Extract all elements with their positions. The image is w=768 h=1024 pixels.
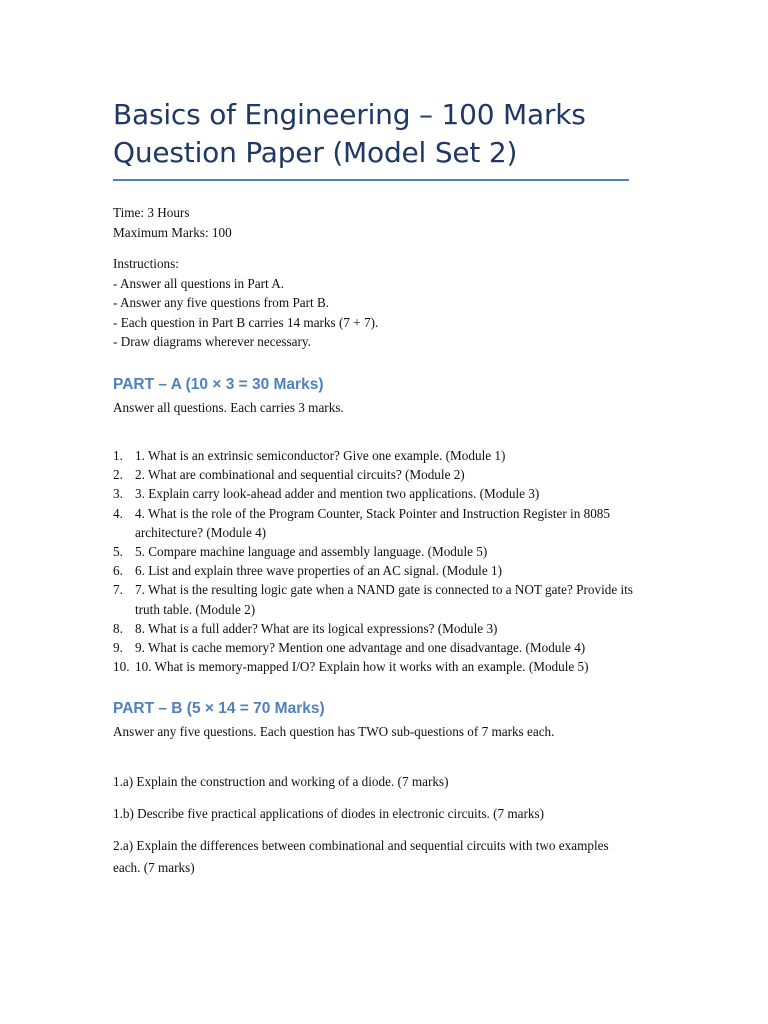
question-text: 8. What is a full adder? What are its logical expressions? (Module 3)	[135, 620, 498, 636]
question-item	[113, 561, 633, 580]
title-underline	[113, 179, 629, 181]
question-text: 10. What is memory-mapped I/O? Explain how it works with an example. (Module 5)	[135, 659, 589, 675]
question-text: 5. Compare machine language and assembly language. (Module 5)	[135, 544, 488, 560]
part-b-note: Answer any five questions. Each question has TWO sub-questions of 7 marks each.	[113, 724, 555, 740]
question-item	[113, 504, 633, 542]
part-b-subquestion: 2.a) Explain the differences between combinational and sequential circuits with two examples each. (7 marks)	[113, 837, 609, 875]
question-number: 8.	[113, 620, 123, 636]
title-line-2: Question Paper (Model Set 2)	[113, 136, 518, 169]
part-a-question-list	[113, 446, 633, 676]
instructions-label: Instructions:	[113, 256, 179, 271]
title-line-1: Basics of Engineering – 100 Marks	[113, 98, 586, 131]
exam-time: Time: 3 Hours	[113, 205, 190, 220]
question-number: 4.	[113, 505, 123, 521]
part-a-heading: PART – A (10 × 3 = 30 Marks)	[113, 375, 324, 393]
part-b-heading: PART – B (5 × 14 = 70 Marks)	[113, 700, 325, 718]
question-number: 10.	[113, 659, 130, 675]
instruction-item: - Draw diagrams wherever necessary.	[113, 334, 311, 349]
question-text: 2. What are combinational and sequential circuits? (Module 2)	[135, 467, 465, 483]
exam-meta	[113, 203, 633, 242]
question-text: 6. List and explain three wave properties of an AC signal. (Module 1)	[135, 563, 502, 579]
question-number: 5.	[113, 544, 123, 560]
question-number: 3.	[113, 486, 123, 502]
question-number: 9.	[113, 640, 123, 656]
part-a-note: Answer all questions. Each carries 3 marks.	[113, 399, 344, 415]
instruction-item: - Each question in Part B carries 14 marks (7 + 7).	[113, 314, 379, 330]
question-text: 7. What is the resulting logic gate when a NAND gate is connected to a NOT gate? Provide its truth table. (Module 2)	[135, 582, 633, 617]
part-b-subquestion: 1.b) Describe five practical applications of diodes in electronic circuits. (7 marks)	[113, 805, 544, 821]
part-b-subquestion: 1.a) Explain the construction and working of a diode. (7 marks)	[113, 773, 449, 789]
question-text: 3. Explain carry look-ahead adder and mention two applications. (Module 3)	[135, 486, 540, 502]
question-item	[113, 484, 633, 503]
instruction-item: - Answer all questions in Part A.	[113, 275, 285, 291]
question-item	[113, 619, 633, 638]
question-text: 9. What is cache memory? Mention one advantage and one disadvantage. (Module 4)	[135, 640, 586, 656]
question-number: 1.	[113, 448, 123, 463]
instruction-item: - Answer any five questions from Part B.	[113, 295, 330, 310]
question-number: 6.	[113, 563, 123, 579]
question-item	[113, 580, 633, 618]
question-item	[113, 446, 633, 465]
question-item	[113, 657, 633, 676]
question-text: 1. What is an extrinsic semiconductor? Give one example. (Module 1)	[135, 448, 506, 463]
question-number: 2.	[113, 467, 123, 483]
document-title	[113, 96, 633, 172]
instructions-block	[113, 254, 633, 352]
question-item	[113, 638, 633, 657]
exam-maximum-marks: Maximum Marks: 100	[113, 224, 232, 240]
question-text: 4. What is the role of the Program Counter, Stack Pointer and Instruction Register in 8085 architecture? (Module 4)	[135, 505, 610, 540]
question-paper	[113, 96, 633, 879]
question-item	[113, 542, 633, 561]
question-item	[113, 465, 633, 484]
question-number: 7.	[113, 582, 123, 598]
